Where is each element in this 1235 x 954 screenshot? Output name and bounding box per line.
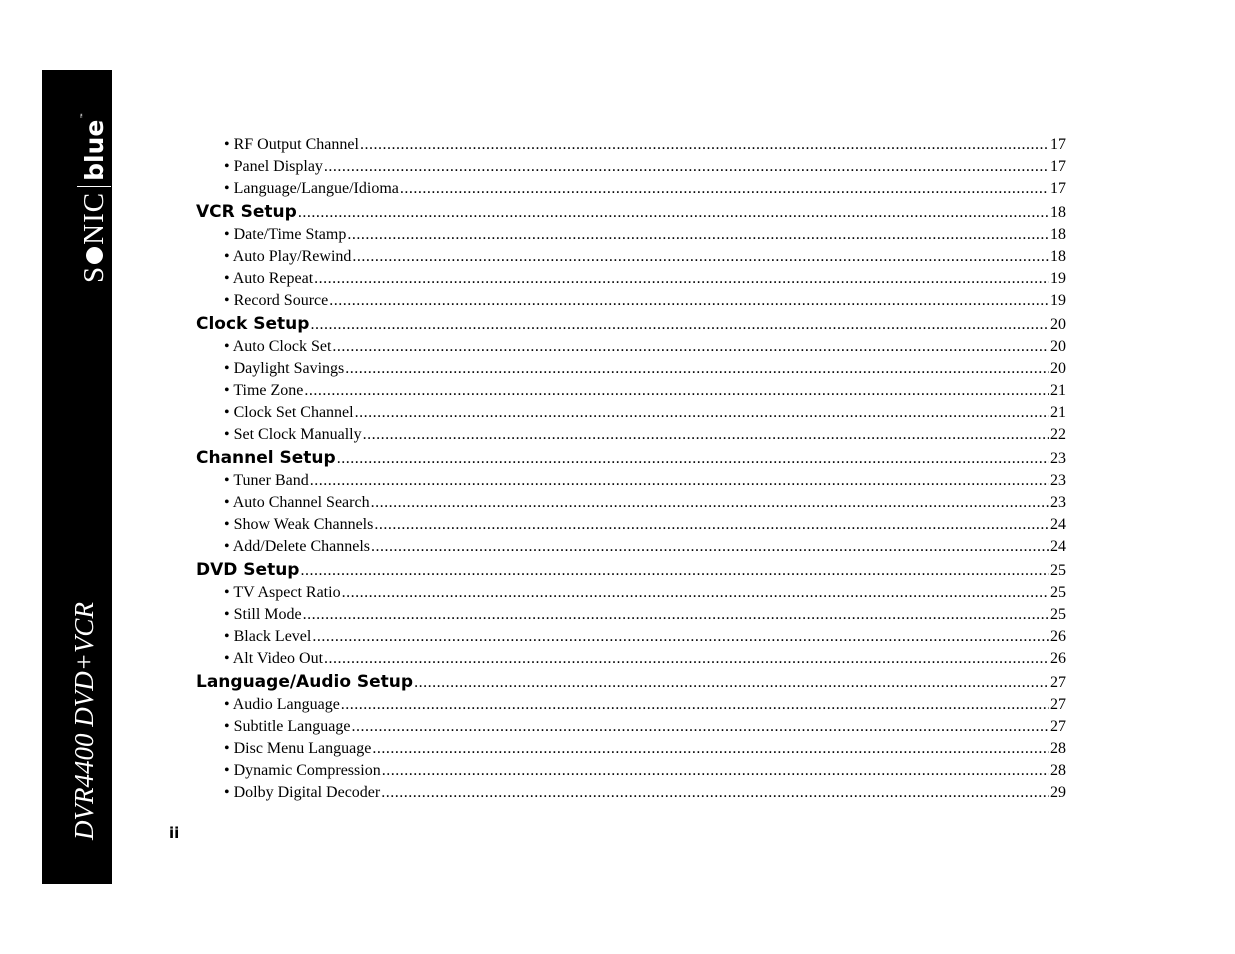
toc-entry-label: • Audio Language <box>224 696 340 713</box>
toc-entry-line <box>224 470 1066 492</box>
toc-entry-line <box>196 312 1066 337</box>
dot-leader <box>332 336 1049 358</box>
toc-entry-page: 23 <box>1050 494 1066 511</box>
toc-subentry[interactable] <box>196 536 1066 558</box>
toc-subentry[interactable] <box>196 492 1066 514</box>
toc-entry-page: 29 <box>1050 784 1066 801</box>
toc-entry-page: 22 <box>1050 426 1066 443</box>
toc-entry-label: • Dynamic Compression <box>224 762 381 779</box>
toc-entry-page: 25 <box>1050 562 1066 579</box>
dot-leader <box>300 559 1049 583</box>
toc-section-entry[interactable] <box>196 446 1066 470</box>
toc-entry-label: • Set Clock Manually <box>224 426 362 443</box>
toc-entry-line <box>224 492 1066 514</box>
dot-leader <box>372 738 1049 760</box>
toc-entry-page: 28 <box>1050 762 1066 779</box>
toc-entry-line <box>224 760 1066 782</box>
toc-entry-page: 19 <box>1050 270 1066 287</box>
toc-entry-label: • Show Weak Channels <box>224 516 374 533</box>
toc-entry-line <box>224 694 1066 716</box>
dot-leader <box>314 268 1049 290</box>
toc-entry-line <box>224 424 1066 446</box>
toc-subentry[interactable] <box>196 738 1066 760</box>
dot-leader <box>312 626 1049 648</box>
toc-entry-line <box>224 246 1066 268</box>
toc-entry-line <box>224 156 1066 178</box>
dot-leader <box>341 694 1049 716</box>
toc-section-entry[interactable] <box>196 558 1066 582</box>
logo-letters-nic: NIC <box>77 191 110 245</box>
toc-entry-line <box>224 648 1066 670</box>
toc-entry-label: DVD Setup <box>196 560 300 580</box>
toc-entry-line <box>196 446 1066 471</box>
toc-entry-page: 25 <box>1050 606 1066 623</box>
toc-entry-line <box>196 200 1066 225</box>
dot-leader <box>310 313 1049 337</box>
toc-entry-label: • RF Output Channel <box>224 136 359 153</box>
toc-entry-label: • Disc Menu Language <box>224 740 372 757</box>
dot-leader <box>355 402 1049 424</box>
toc-subentry[interactable] <box>196 224 1066 246</box>
toc-entry-line <box>224 582 1066 604</box>
toc-entry-label: • TV Aspect Ratio <box>224 584 341 601</box>
dot-leader <box>324 156 1049 178</box>
dot-leader <box>352 246 1049 268</box>
logo-dot-icon <box>86 247 103 264</box>
toc-entry-page: 17 <box>1050 136 1066 153</box>
dot-leader <box>381 782 1049 804</box>
toc-entry-line <box>196 558 1066 583</box>
toc-entry-label: Language/Audio Setup <box>196 672 414 692</box>
toc-subentry[interactable] <box>196 156 1066 178</box>
toc-entry-page: 26 <box>1050 650 1066 667</box>
toc-entry-page: 25 <box>1050 584 1066 601</box>
toc-entry-line <box>224 290 1066 312</box>
dot-leader <box>303 604 1049 626</box>
toc-subentry[interactable] <box>196 134 1066 156</box>
toc-section-entry[interactable] <box>196 312 1066 336</box>
toc-entry-page: 23 <box>1050 450 1066 467</box>
toc-entry-page: 26 <box>1050 628 1066 645</box>
toc-entry-page: 24 <box>1050 538 1066 555</box>
toc-entry-line <box>224 380 1066 402</box>
dot-leader <box>347 224 1049 246</box>
toc-entry-label: • Panel Display <box>224 158 323 175</box>
toc-subentry[interactable] <box>196 604 1066 626</box>
toc-entry-page: 18 <box>1050 204 1066 221</box>
dot-leader <box>329 290 1049 312</box>
toc-entry-label: • Black Level <box>224 628 312 645</box>
dot-leader <box>304 380 1049 402</box>
toc-entry-line <box>224 626 1066 648</box>
toc-entry-label: • Daylight Savings <box>224 360 345 377</box>
toc-entry-page: 28 <box>1050 740 1066 757</box>
toc-entry-page: 21 <box>1050 404 1066 421</box>
toc-subentry[interactable] <box>196 402 1066 424</box>
toc-entry-label: • Record Source <box>224 292 329 309</box>
toc-entry-line <box>224 604 1066 626</box>
toc-subentry[interactable] <box>196 470 1066 492</box>
logo-divider <box>77 186 111 187</box>
toc-entry-line <box>196 670 1066 695</box>
toc-subentry[interactable] <box>196 760 1066 782</box>
toc-subentry[interactable] <box>196 336 1066 358</box>
dot-leader <box>382 760 1049 782</box>
toc-entry-line <box>224 514 1066 536</box>
dot-leader <box>298 201 1049 225</box>
toc-subentry[interactable] <box>196 514 1066 536</box>
toc-entry-label: Channel Setup <box>196 448 336 468</box>
toc-entry-line <box>224 224 1066 246</box>
toc-entry-line <box>224 134 1066 156</box>
toc-entry-label: • Auto Channel Search <box>224 494 370 511</box>
toc-entry-line <box>224 738 1066 760</box>
toc-entry-label: • Clock Set Channel <box>224 404 354 421</box>
logo-blue-text <box>80 113 109 181</box>
toc-entry-line <box>224 402 1066 424</box>
toc-entry-page: 21 <box>1050 382 1066 399</box>
toc-entry-page: 23 <box>1050 472 1066 489</box>
dot-leader <box>310 470 1049 492</box>
dot-leader <box>371 536 1049 558</box>
toc-entry-label: • Auto Play/Rewind <box>224 248 352 265</box>
toc-subentry[interactable] <box>196 246 1066 268</box>
dot-leader <box>351 716 1049 738</box>
toc-subentry[interactable] <box>196 716 1066 738</box>
toc-entry-line <box>224 336 1066 358</box>
toc-entry-page: 20 <box>1050 316 1066 333</box>
logo-sonic-text <box>78 192 111 283</box>
toc-entry-label: • Time Zone <box>224 382 304 399</box>
toc-subentry[interactable] <box>196 782 1066 804</box>
toc-entry-page: 17 <box>1050 180 1066 197</box>
toc-entry-line <box>224 268 1066 290</box>
toc-subentry[interactable] <box>196 582 1066 604</box>
toc-entry-page: 27 <box>1050 674 1066 691</box>
toc-subentry[interactable] <box>196 178 1066 200</box>
toc-entry-label: • Auto Clock Set <box>224 338 332 355</box>
toc-entry-line <box>224 716 1066 738</box>
toc-subentry[interactable] <box>196 424 1066 446</box>
dot-leader <box>414 671 1049 695</box>
toc-entry-label: • Date/Time Stamp <box>224 226 347 243</box>
toc-entry-page: 20 <box>1050 360 1066 377</box>
toc-entry-page: 20 <box>1050 338 1066 355</box>
toc-subentry[interactable] <box>196 648 1066 670</box>
toc-entry-page: 27 <box>1050 696 1066 713</box>
toc-subentry[interactable] <box>196 380 1066 402</box>
product-model-title: DVR4400 DVD+VCR <box>69 602 99 840</box>
page-number: ii <box>169 824 180 842</box>
toc-section-entry[interactable] <box>196 670 1066 694</box>
toc-entry-label: • Tuner Band <box>224 472 309 489</box>
toc-entry-label: • Dolby Digital Decoder <box>224 784 381 801</box>
dot-leader <box>371 492 1049 514</box>
toc-entry-label: • Alt Video Out <box>224 650 324 667</box>
dot-leader <box>360 134 1049 156</box>
toc-entry-page: 18 <box>1050 248 1066 265</box>
toc-subentry[interactable] <box>196 290 1066 312</box>
logo-letter-s: S <box>77 265 110 283</box>
logo-blue-word: blue <box>79 119 109 181</box>
toc-entry-label: • Language/Langue/Idioma <box>224 180 399 197</box>
toc-subentry[interactable] <box>196 358 1066 380</box>
dot-leader <box>324 648 1049 670</box>
toc-subentry[interactable] <box>196 626 1066 648</box>
toc-entry-page: 27 <box>1050 718 1066 735</box>
table-of-contents <box>196 134 1066 804</box>
toc-entry-label: • Subtitle Language <box>224 718 351 735</box>
dot-leader <box>337 447 1049 471</box>
toc-entry-label: • Add/Delete Channels <box>224 538 371 555</box>
logo-trademark: ™ <box>79 112 87 119</box>
toc-section-entry[interactable] <box>196 200 1066 224</box>
toc-entry-line <box>224 782 1066 804</box>
toc-entry-page: 18 <box>1050 226 1066 243</box>
dot-leader <box>400 178 1049 200</box>
toc-entry-label: • Auto Repeat <box>224 270 314 287</box>
dot-leader <box>342 582 1049 604</box>
toc-subentry[interactable] <box>196 694 1066 716</box>
toc-entry-label: VCR Setup <box>196 202 297 222</box>
dot-leader <box>374 514 1049 536</box>
dot-leader <box>345 358 1049 380</box>
toc-entry-line <box>224 178 1066 200</box>
toc-entry-page: 24 <box>1050 516 1066 533</box>
toc-subentry[interactable] <box>196 268 1066 290</box>
sonicblue-logo <box>77 113 111 283</box>
dot-leader <box>363 424 1049 446</box>
toc-entry-label: Clock Setup <box>196 314 310 334</box>
toc-entry-line <box>224 358 1066 380</box>
toc-entry-page: 19 <box>1050 292 1066 309</box>
toc-entry-page: 17 <box>1050 158 1066 175</box>
toc-entry-line <box>224 536 1066 558</box>
toc-entry-label: • Still Mode <box>224 606 302 623</box>
